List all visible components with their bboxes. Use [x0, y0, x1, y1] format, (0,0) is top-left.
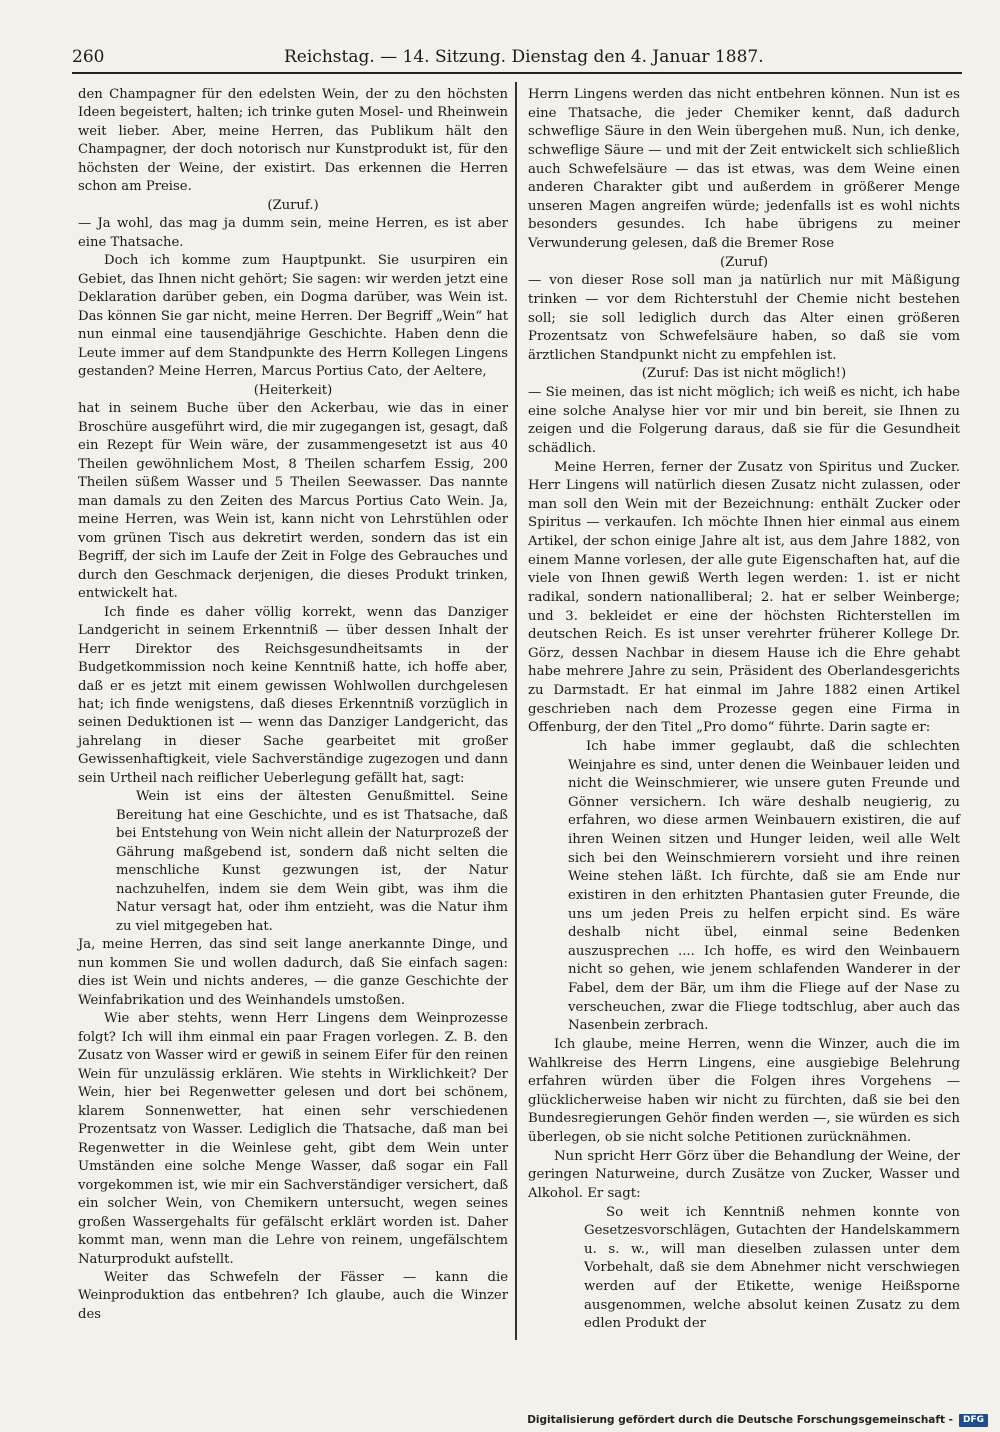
paragraph: Herrn Lingens werden das nicht entbehren können. Nun ist es eine Thatsache, die jeder Chemiker kennt, daß dadurch schweflige Säure in den Wein übergehen muß. Nun, ich denke, schweflige Säure — und mit der Zeit entwickelt sich schließlich auch Schwefelsäure — das ist etwas, was dem Weine einen anderen Charakter gibt und außerdem in größerer Menge unseren Magen angreifen würde; jedenfalls ist es wohl nichts besonders gesundes. Ich habe übrigens zu meiner Verwunderung gelesen, daß die Bremer Rose: [528, 87, 960, 251]
block-quote: Ich habe immer geglaubt, daß die schlechten Weinjahre es sind, unter denen die Weinbauer leiden und nicht die Weinschmierer, wie unsere guten Freunde und Gönner versichern. Ich wäre deshalb neugierig, zu erfahren, wo diese armen Weinbauern existiren, die auf ihren Weinen sitzen und Hunger leiden, weil alle Welt sich bei den Weinschmierern vorsieht und ihre reinen Weine stehen läßt. Ich fürchte, daß sie am Ende nur existiren in den erhitzten Phantasien guter Freunde, die uns um jeden Preis zu helfen erpicht sind. Es wäre deshalb nicht übel, einmal seine Bedenken auszusprechen .... Ich hoffe, es wird den Weinbauern nicht so gehen, wie jenem schlafenden Wanderer in der Fabel, dem der Bär, um ihm die Fliege auf der Nase zu verscheuchen, zwar die Fliege todtschlug, aber auch das Nasenbein zerbrach.: [568, 738, 960, 1034]
running-title: Reichstag. — 14. Sitzung. Dienstag den 4. Januar 1887.: [284, 47, 764, 67]
column-divider: [515, 82, 517, 1340]
paragraph: Weiter das Schwefeln der Fässer — kann die Weinproduktion das entbehren? Ich glaube, auch die Winzer des: [78, 1270, 508, 1322]
paragraph: Meine Herren, ferner der Zusatz von Spiritus und Zucker. Herr Lingens will natürlich diesen Zusatz nicht zulassen, oder man soll den Wein mit der Bezeichnung: enthält Zucker oder Spiritus — verkaufen. Ich möchte Ihnen hier einmal aus einem Artikel, der schon einige Jahre alt ist, aus dem Jahre 1882, von einem Manne vorlesen, der alle gute Eigenschaften hat, auf die viele von Ihnen gewiß Werth legen werden: 1. ist er nicht radikal, sondern nationalliberal; 2. hat er selber Weinberge; und 3. bekleidet er eine der höchsten Richterstellen im deutschen Reich. Es ist unser verehrter früherer Kollege Dr. Görz, dessen Nachbar in diesem Hause ich die Ehre gehabt habe mehrere Jahre zu sein, Präsident des Oberlandesgerichts zu Darmstadt. Er hat einmal im Jahre 1882 einen Artikel geschrieben nach dem Prozesse gegen eine Firma in Offenburg, der den Titel „Pro domo“ führte. Darin sagte er:: [528, 459, 960, 736]
page-number: 260: [72, 47, 105, 67]
page-header: [72, 44, 962, 70]
paragraph: hat in seinem Buche über den Ackerbau, wie das in einer Broschüre ausgeführt wird, die mir zugegangen ist, gesagt, daß ein Rezept für Wein wäre, der zusammengesetzt ist aus 40 Theilen gewöhnlichem Most, 8 Theilen scharfem Essig, 200 Theilen süßem Wasser und 5 Theilen Seewasser. Das nannte man damals zu den Zeiten des Marcus Portius Cato Wein. Ja, meine Herren, was Wein ist, kann nicht von Lehrstühlen oder vom grünen Tisch aus dekretirt werden, sondern das ist ein Begriff, der sich im Laufe der Zeit in Folge des Gebrauches und durch den Geschmack derjenigen, die dieses Produkt trinken, entwickelt hat.: [78, 401, 508, 602]
interjection: (Heiterkeit): [253, 382, 333, 398]
interjection: (Zuruf: Das ist nicht möglich!): [641, 366, 847, 382]
paragraph: — Ja wohl, das mag ja dumm sein, meine Herren, es ist aber eine Thatsache.: [78, 216, 508, 250]
interjection: (Zuruf.): [267, 197, 319, 213]
paragraph: Wie aber stehts, wenn Herr Lingens dem Weinprozesse folgt? Ich will ihm einmal ein paar Fragen vorlegen. Z. B. den Zusatz von Wasser wird er gewiß in seinem Eifer für den reinen Wein für unzulässig erklären. Wie stehts in Wirklichkeit? Der Wein, hier bei Regenwetter gelesen und dort bei schönem, klarem Sonnenwetter, hat einen sehr verschiedenen Prozentsatz von Wasser. Lediglich die Thatsache, daß man bei Regenwetter in die Weinlese geht, gibt dem Wein unter Umständen eine solche Menge Wasser, daß sogar ein Fall vorgekommen ist, wie mir ein Sachverständiger versichert, daß ein solcher Wein, von Chemikern untersucht, wegen seines großen Wassergehalts für gefälscht erklärt worden ist. Daher kommt man, wenn man die Lehre von reinem, ungefälschtem Naturprodukt aufstellt.: [78, 1011, 508, 1267]
paragraph: Doch ich komme zum Hauptpunkt. Sie usurpiren ein Gebiet, das Ihnen nicht gehört; Sie sagen: wir werden jetzt eine Deklaration darüber geben, ein Dogma darüber, was Wein ist. Das können Sie gar nicht, meine Herren. Der Begriff „Wein“ hat nun einmal eine tausendjährige Geschichte. Haben denn die Leute immer auf dem Standpunkte des Herrn Kollegen Lingens gestanden? Meine Herren, Marcus Portius Cato, der Aeltere,: [78, 253, 508, 380]
left-column: [78, 86, 508, 1324]
interjection: (Zuruf): [719, 254, 769, 270]
paragraph: den Champagner für den edelsten Wein, der zu den höchsten Ideen begeistert, halten; ich trinke guten Mosel- und Rheinwein weit lieber. Aber, meine Herren, das Publikum hält den Champagner, der doch notorisch nur Kunstprodukt ist, für den höchsten der Weine, der existirt. Das erkennen die Herren schon am Preise.: [78, 87, 508, 195]
paragraph: — von dieser Rose soll man ja natürlich nur mit Mäßigung trinken — vor dem Richterstuhl der Chemie nicht bestehen soll; sie soll lediglich durch das Alter einen größeren Prozentsatz von Schwefelsäure haben, so daß sie vom ärztlichen Standpunkt nicht zu empfehlen ist.: [528, 273, 960, 363]
right-column: [528, 86, 960, 1334]
paragraph: — Sie meinen, das ist nicht möglich; ich weiß es nicht, ich habe eine solche Analyse hier vor mir und bin bereit, sie Ihnen zu zeigen und die Folgerung daraus, daß sie für die Gesundheit schädlich.: [528, 385, 960, 456]
paragraph: Ja, meine Herren, das sind seit lange anerkannte Dinge, und nun kommen Sie und wollen dadurch, daß Sie einfach sagen: dies ist Wein und nichts anderes, — die ganze Geschichte der Weinfabrikation und des Weinhandels umstoßen.: [78, 937, 508, 1008]
block-quote: Wein ist eins der ältesten Genußmittel. Seine Bereitung hat eine Geschichte, und es ist Thatsache, daß bei Entstehung von Wein nicht allein der Naturprozeß der Gährung maßgebend ist, sondern daß nicht selten die menschliche Kunst gezwungen ist, der Natur nachzuhelfen, indem sie dem Wein gibt, was ihm die Natur versagt hat, oder ihm entzieht, was die Natur ihm zu viel mitgegeben hat.: [116, 789, 508, 934]
footer-text: Digitalisierung gefördert durch die Deutsche Forschungsgemeinschaft -: [527, 1414, 953, 1426]
paragraph: Ich glaube, meine Herren, wenn die Winzer, auch die im Wahlkreise des Herrn Lingens, eine ausgiebige Belehrung erfahren würden über die Folgen ihres Vorgehens — glücklicherweise haben wir nicht zu fürchten, daß sie bei den Bundesregierungen Gehör finden werden —, sie würden es sich überlegen, ob sie nicht solche Petitionen zurücknähmen.: [528, 1036, 960, 1145]
dfg-logo: DFG: [959, 1414, 988, 1427]
paragraph: Ich finde es daher völlig korrekt, wenn das Danziger Landgericht in seinem Erkenntniß — über dessen Inhalt der Herr Direktor des Reichsgesundheitsamts in der Budgetkommission noch keine Kenntniß hatte, ich hoffe aber, daß er es jetzt mit einem gewissen Wohlwollen durchgelesen hat; ich finde wenigstens, daß dieses Erkenntniß vorzüglich in seinen Deduktionen ist — wenn das Danziger Landgericht, das jahrelang in dieser Sache gearbeitet mit großer Gewissenhaftigkeit, viele Sachverständige zugezogen und dann sein Urtheil nach reiflicher Ueberlegung gefällt hat, sagt:: [78, 604, 508, 786]
digitization-footer: [527, 1412, 988, 1428]
block-quote: So weit ich Kenntniß nehmen konnte von Gesetzesvorschlägen, Gutachten der Handelskammern u. s. w., will man dieselben zulassen unter dem Vorbehalt, daß sie dem Abnehmer nicht verschwiegen werden auf der Etikette, wenige Heißsporne ausgenommen, welche absolut keinen Zusatz zu dem edlen Produkt der: [584, 1204, 960, 1332]
header-rule: [72, 72, 962, 74]
paragraph: Nun spricht Herr Görz über die Behandlung der Weine, der geringen Naturweine, durch Zusätze von Zucker, Wasser und Alkohol. Er sagt:: [528, 1148, 960, 1201]
